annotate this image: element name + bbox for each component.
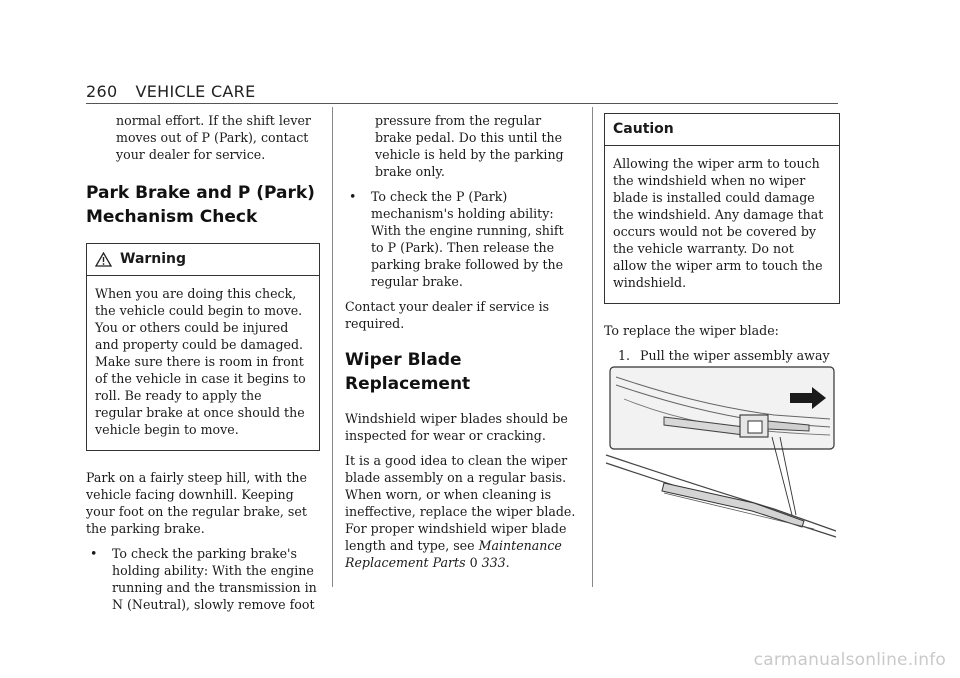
page-header bbox=[86, 82, 255, 101]
page-ref[interactable]: 333 bbox=[481, 555, 506, 570]
continued-text: normal effort. If the shift lever moves out of P (Park), contact your dealer for service. bbox=[116, 113, 311, 162]
wiper-blade bbox=[662, 483, 804, 527]
warning-text: When you are doing this check, the vehicle could begin to move. You or others could be injured and property could be damaged. Make sure there is room in front of the vehicle in case it begins to roll. Be ready to apply the regular brake at once should the vehicle begin to move. bbox=[95, 286, 306, 437]
warning-header bbox=[87, 244, 319, 276]
section-title: VEHICLE CARE bbox=[135, 82, 256, 101]
bullet-marker: • bbox=[90, 546, 98, 561]
bullet-text: To check the P (Park) mechanism's holding ability: With the engine running, shift to P (Park). Then release the parking brake followed by the regular brake. bbox=[371, 189, 564, 289]
section-heading-wiper: Wiper Blade Replacement bbox=[345, 350, 471, 394]
caution-title: Caution bbox=[613, 121, 674, 137]
cross-reference-link[interactable]: Maintenance Replacement Parts bbox=[345, 538, 562, 570]
list-item bbox=[345, 188, 579, 290]
column-1 bbox=[86, 106, 320, 621]
header-rule bbox=[86, 103, 838, 104]
wiper-illustration bbox=[604, 363, 842, 543]
caution-box bbox=[604, 113, 840, 304]
caution-header bbox=[605, 114, 839, 146]
warning-triangle-icon bbox=[95, 252, 112, 267]
page-number: 260 bbox=[86, 82, 118, 101]
warning-title: Warning bbox=[120, 251, 187, 267]
warning-box bbox=[86, 243, 320, 451]
paragraph: Park on a fairly steep hill, with the vehicle facing downhill. Keeping your foot on the regular brake, set the parking brake. bbox=[86, 470, 307, 536]
step-text: Pull the wiper assembly away bbox=[640, 348, 830, 363]
paragraph: Windshield wiper blades should be inspected for wear or cracking. bbox=[345, 411, 568, 443]
bullet-text: To check the parking brake's holding ability: With the engine running and the transmission in N (Neutral), slowly remove foot bbox=[112, 546, 317, 612]
column-3 bbox=[604, 106, 840, 381]
bullet-marker: • bbox=[349, 189, 357, 204]
paragraph: Contact your dealer if service is required. bbox=[345, 299, 550, 331]
list-item bbox=[86, 545, 320, 613]
section-heading-park-brake: Park Brake and P (Park) Mechanism Check bbox=[86, 183, 315, 227]
step-number: 1. bbox=[618, 348, 631, 363]
paragraph: To replace the wiper blade: bbox=[604, 323, 779, 338]
column-divider bbox=[592, 107, 593, 587]
column-2 bbox=[345, 106, 579, 579]
detail-inset-frame bbox=[610, 367, 834, 449]
caution-text: Allowing the wiper arm to touch the windshield when no wiper blade is installed could damage the windshield. Any damage that occurs would not be covered by the vehicle warranty. Do not allow the wiper arm to touch the windshield. bbox=[613, 156, 824, 290]
page-ref-symbol: 0 bbox=[469, 555, 478, 570]
column-divider bbox=[332, 107, 333, 587]
paragraph: It is a good idea to clean the wiper blade assembly on a regular basis. When worn, or when cleaning is ineffective, replace the wiper blade. For proper windshield wiper blade length and type, see Maintenance Replacement Parts 0 333. bbox=[345, 453, 576, 570]
continued-text: pressure from the regular brake pedal. Do this until the vehicle is held by the parking brake only. bbox=[375, 113, 564, 179]
watermark: carmanualsonline.info bbox=[753, 650, 946, 670]
